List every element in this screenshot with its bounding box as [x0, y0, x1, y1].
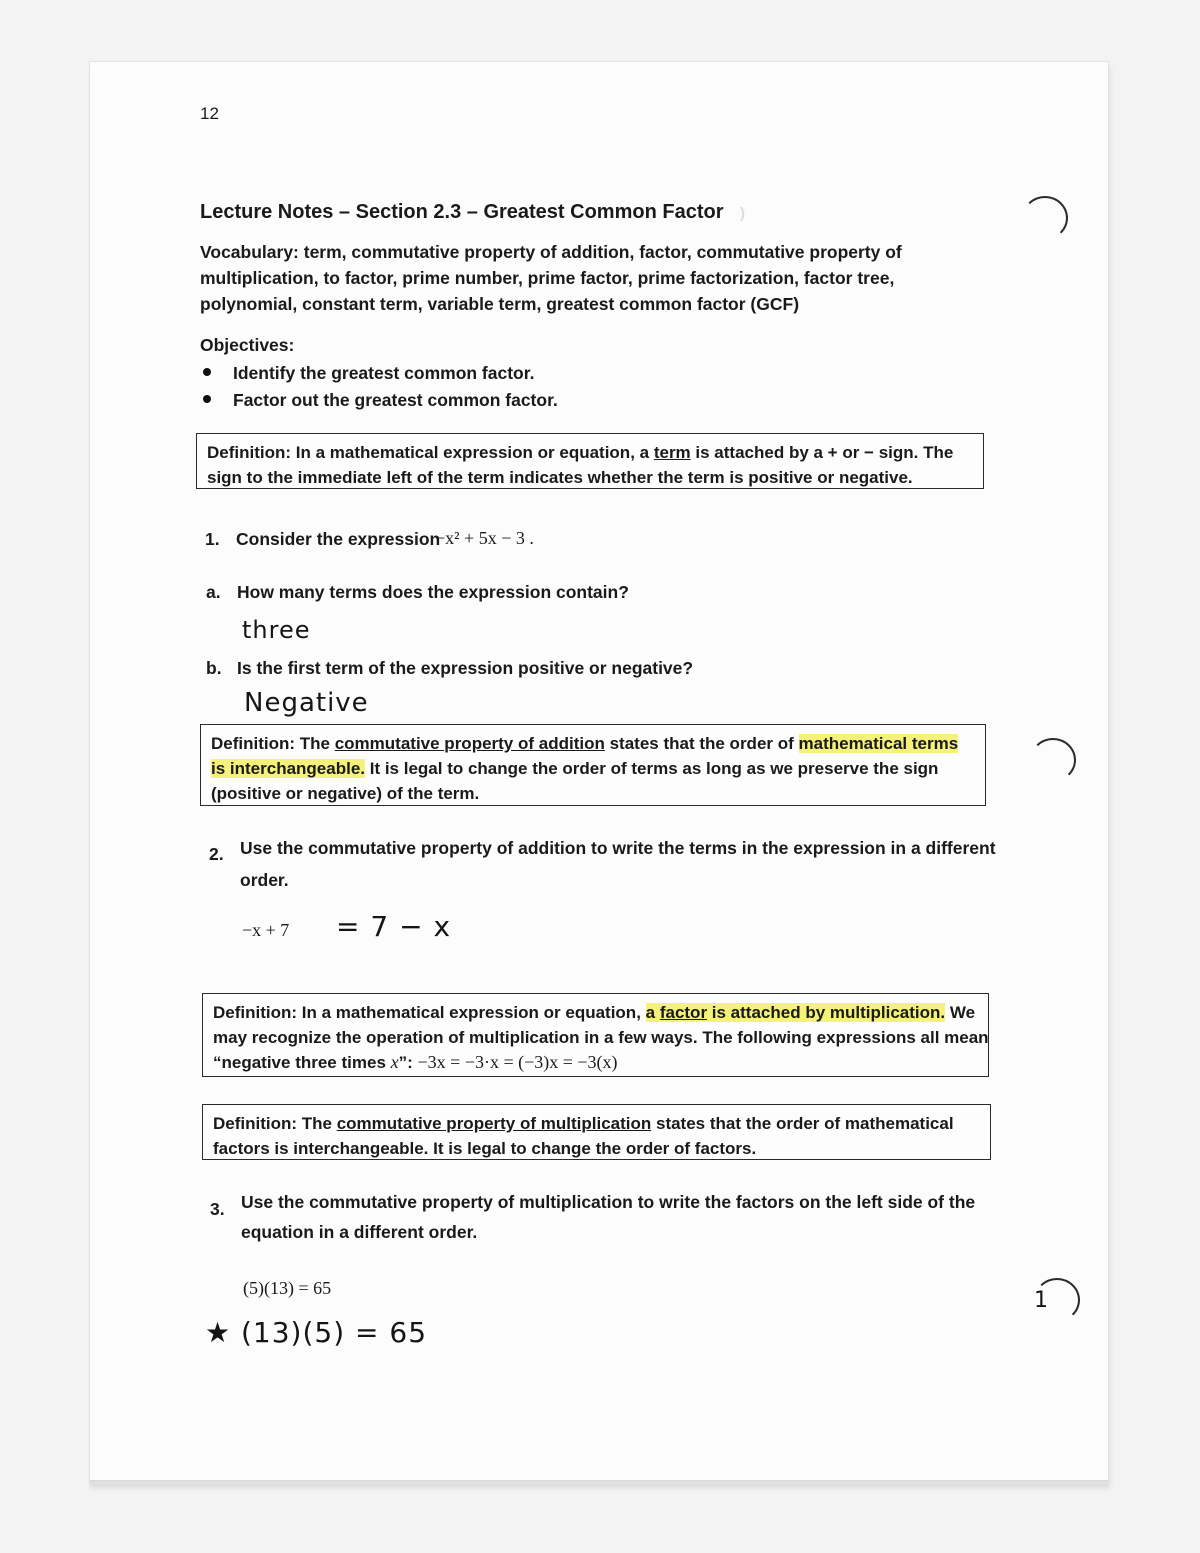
subquestion-label: a.	[206, 582, 221, 602]
math-expression: (5)(13) = 65	[243, 1278, 332, 1298]
definition-term-box	[196, 433, 984, 489]
definition-text: Definition: In a mathematical expression or equation,	[213, 1003, 646, 1022]
subquestion-text: How many terms does the expression contain?	[237, 582, 629, 602]
question-number: 3.	[210, 1199, 225, 1219]
subquestion-text: Is the first term of the expression positive or negative?	[237, 658, 694, 678]
definition-text: may recognize the operation of multiplication in a few ways. The following expressions all mean	[213, 1028, 989, 1047]
highlighted-text: is interchangeable.	[211, 759, 365, 778]
objective-item: Identify the greatest common factor.	[233, 363, 535, 383]
vocabulary-line: multiplication, to factor, prime number, prime factor, prime factorization, factor tree,	[200, 268, 895, 288]
highlighted-text: mathematical terms	[798, 734, 959, 753]
question-number: 1.	[205, 529, 220, 549]
math-expression: −x + 7	[242, 920, 290, 940]
definition-keyword: commutative property of addition	[334, 734, 605, 753]
objectives-heading: Objectives:	[200, 335, 295, 355]
definition-text: (positive or negative) of the term.	[211, 784, 480, 803]
definition-text: “negative three times	[213, 1053, 391, 1072]
vocabulary-line: Vocabulary: term, commutative property of addition, factor, commutative property of	[200, 242, 902, 262]
math-expression: −x² + 5x − 3 .	[435, 528, 534, 548]
math-variable: x	[390, 1052, 399, 1072]
definition-text: Definition: The	[213, 1114, 337, 1133]
handwritten-answer: = 7 − x	[336, 910, 452, 943]
page-number: 12	[200, 104, 219, 123]
bleed-through-text: )	[740, 205, 745, 222]
definition-commutative-addition-box	[200, 724, 986, 806]
definition-text: We	[945, 1003, 976, 1022]
bullet-icon	[203, 368, 211, 376]
definition-text: is attached by a + or − sign. The	[690, 443, 954, 462]
bullet-icon	[203, 395, 211, 403]
handwritten-answer: three	[242, 616, 311, 644]
definition-text: states that the order of	[604, 734, 799, 753]
highlighted-text: is attached by multiplication.	[707, 1003, 946, 1022]
definition-text: Definition: The	[211, 734, 335, 753]
subquestion-label: b.	[206, 658, 222, 678]
definition-text: Definition: In a mathematical expression or equation, a	[207, 443, 654, 462]
question-text: Use the commutative property of addition to write the terms in the expression in a different	[240, 838, 996, 858]
math-expression: −3x = −3·x = (−3)x = −3(x)	[417, 1052, 618, 1072]
definition-factor-box	[202, 993, 989, 1077]
handwritten-answer: ★ (13)(5) = 65	[205, 1316, 428, 1349]
margin-mark: 1	[1034, 1288, 1049, 1313]
highlighted-text: a	[645, 1003, 660, 1022]
definition-keyword: term	[653, 443, 691, 462]
page-title: Lecture Notes – Section 2.3 – Greatest Common Factor	[200, 201, 724, 223]
definition-text: sign to the immediate left of the term indicates whether the term is positive or negative.	[207, 468, 913, 487]
question-text: Use the commutative property of multiplication to write the factors on the left side of the	[241, 1192, 976, 1212]
vocabulary-line: polynomial, constant term, variable term, greatest common factor (GCF)	[200, 294, 800, 314]
definition-text: It is legal to change the order of terms as long as we preserve the sign	[365, 759, 939, 778]
question-text: Consider the expression	[236, 529, 441, 549]
handwritten-answer: Negative	[244, 688, 369, 718]
definition-text: factors is interchangeable. It is legal to change the order of factors.	[213, 1139, 757, 1158]
definition-text: ”:	[398, 1053, 418, 1072]
question-text: order.	[240, 870, 289, 890]
binder-hole	[1022, 196, 1068, 240]
definition-keyword: commutative property of multiplication	[336, 1114, 652, 1133]
definition-commutative-multiplication-box	[202, 1104, 991, 1160]
question-text: equation in a different order.	[241, 1222, 478, 1242]
definition-keyword: factor	[659, 1003, 708, 1022]
binder-hole	[1030, 738, 1076, 782]
objective-item: Factor out the greatest common factor.	[233, 390, 558, 410]
definition-text: states that the order of mathematical	[651, 1114, 954, 1133]
question-number: 2.	[209, 844, 224, 864]
